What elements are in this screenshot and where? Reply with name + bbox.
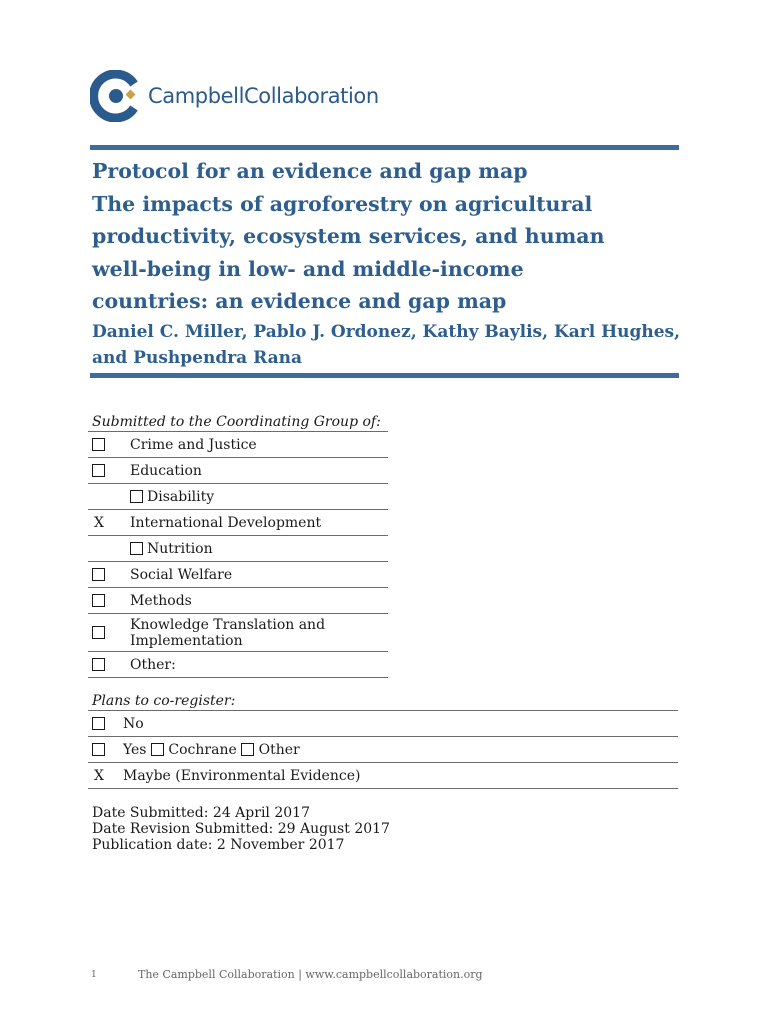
coordinating-group-row <box>88 484 388 510</box>
coordinating-group-row <box>88 652 388 678</box>
coordinating-group-row <box>88 588 388 614</box>
checkbox[interactable] <box>130 542 143 555</box>
checkbox[interactable] <box>92 438 105 451</box>
coordinating-group-row <box>88 562 388 588</box>
checkbox[interactable] <box>92 568 105 581</box>
coordinating-group-label: Submitted to the Coordinating Group of: <box>92 414 381 430</box>
row-mark <box>88 536 130 562</box>
coordinating-group-row <box>88 614 388 652</box>
coordinating-group-row <box>88 458 388 484</box>
title-line: countries: an evidence and gap map <box>92 289 507 313</box>
cochrane-label: Cochrane <box>168 741 237 758</box>
checkbox[interactable] <box>92 658 105 671</box>
yes-label: Yes <box>123 741 147 758</box>
row-mark <box>88 737 123 763</box>
co-register-label: Plans to co-register: <box>92 693 236 709</box>
other-label: Other <box>258 741 300 758</box>
row-label <box>130 536 388 562</box>
row-label <box>123 737 678 763</box>
checkbox[interactable] <box>92 626 105 639</box>
checkbox[interactable] <box>92 743 105 756</box>
row-mark <box>88 484 130 510</box>
row-label: No <box>123 711 678 737</box>
campbell-c-icon <box>90 70 142 122</box>
coordinating-group-row <box>88 510 388 536</box>
row-label <box>130 484 388 510</box>
row-label: Methods <box>130 588 388 614</box>
checkbox[interactable] <box>151 743 164 756</box>
coordinating-group-row <box>88 432 388 458</box>
publication-date: Publication date: 2 November 2017 <box>92 837 345 853</box>
dates-block <box>92 805 390 853</box>
row-label: International Development <box>130 510 388 536</box>
checked-mark[interactable]: X <box>94 514 104 531</box>
row-mark <box>88 562 130 588</box>
page-number: 1 <box>91 970 97 980</box>
co-register-row <box>88 711 678 737</box>
row-label: Education <box>130 458 388 484</box>
title-line: productivity, ecosystem services, and human <box>92 224 605 248</box>
row-mark <box>88 614 130 652</box>
title-bottom-rule <box>90 373 679 378</box>
date-submitted: Date Submitted: 24 April 2017 <box>92 805 310 821</box>
checkbox[interactable] <box>92 464 105 477</box>
row-mark <box>88 763 123 789</box>
row-label: Crime and Justice <box>130 432 388 458</box>
coordinating-group-table <box>88 431 388 678</box>
co-register-row <box>88 763 678 789</box>
row-mark <box>88 432 130 458</box>
coordinating-group-row <box>88 536 388 562</box>
row-mark <box>88 588 130 614</box>
checkbox[interactable] <box>130 490 143 503</box>
row-mark <box>88 510 130 536</box>
row-label: Other: <box>130 652 388 678</box>
title-top-rule <box>90 145 679 150</box>
row-mark <box>88 711 123 737</box>
checked-mark[interactable]: X <box>94 767 104 784</box>
campbell-logo <box>90 70 400 126</box>
sub-item-label: Disability <box>147 488 215 505</box>
authors: Daniel C. Miller, Pablo J. Ordonez, Kathy Baylis, Karl Hughes, and Pushpendra Rana <box>92 321 681 368</box>
title-line: The impacts of agroforestry on agricultural <box>92 191 593 216</box>
row-mark <box>88 458 130 484</box>
title-block <box>92 155 682 371</box>
row-mark <box>88 652 130 678</box>
sub-item-label: Nutrition <box>147 540 213 557</box>
co-register-row <box>88 737 678 763</box>
row-label: Knowledge Translation and Implementation <box>130 614 388 652</box>
logo-wordmark: CampbellCollaboration <box>148 84 379 108</box>
title-line: well-being in low- and middle-income <box>92 256 524 281</box>
checkbox[interactable] <box>92 594 105 607</box>
row-label: Social Welfare <box>130 562 388 588</box>
row-label: Maybe (Environmental Evidence) <box>123 763 678 789</box>
checkbox[interactable] <box>92 717 105 730</box>
footer-text: The Campbell Collaboration | www.campbellcollaboration.org <box>138 968 483 981</box>
checkbox[interactable] <box>241 743 254 756</box>
date-revision-submitted: Date Revision Submitted: 29 August 2017 <box>92 821 390 837</box>
title-line: Protocol for an evidence and gap map <box>92 159 528 183</box>
co-register-table <box>88 710 678 789</box>
